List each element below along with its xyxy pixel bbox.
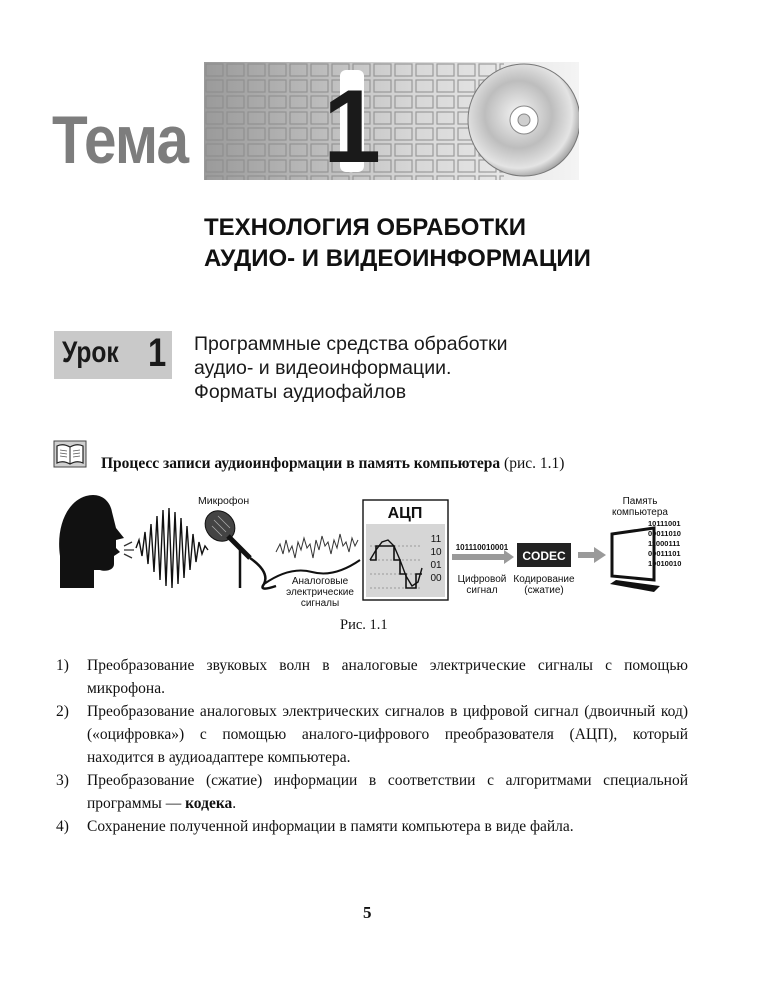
memory-byte: 00011101	[648, 549, 681, 558]
label-digital-2: сигнал	[466, 585, 498, 596]
list-item-number: 2)	[56, 703, 69, 720]
section-heading: Процесс записи аудиоинформации в память компьютера (рис. 1.1)	[101, 455, 565, 472]
memory-byte: 10111001	[648, 519, 681, 528]
figure-audio-recording-process	[50, 488, 710, 613]
list-item: 1) Преобразование звуковых волн в аналоговые электрические сигналы с помощью микрофона.	[56, 654, 688, 700]
adc-level-2: 10	[430, 547, 442, 558]
digital-bits: 101110010001	[455, 543, 509, 552]
list-item: 2) Преобразование аналоговых электрических сигналов в цифровой сигнал (двоичный код) («оцифровка») с помощью аналого-цифрового преобразователя (АЦП), который находится в аудиоадаптере компьютера.	[56, 700, 688, 769]
steps-list	[56, 654, 688, 838]
topic-banner	[204, 62, 579, 180]
memory-byte: 00011010	[648, 529, 681, 538]
codec-label: CODEC	[522, 549, 566, 563]
arrow-icon	[578, 547, 606, 563]
adc-level-4: 00	[430, 573, 442, 584]
label-analog-2: электрические	[286, 587, 354, 598]
disc-icon	[468, 64, 579, 176]
adc-level-3: 01	[430, 560, 442, 571]
label-analog-1: Аналоговые	[291, 576, 349, 587]
list-item-number: 4)	[56, 818, 69, 835]
label-coding-1: Кодирование	[513, 574, 575, 585]
list-item-number: 1)	[56, 657, 69, 674]
label-microphone: Микрофон	[198, 495, 250, 507]
lesson-label: Урок	[62, 336, 119, 369]
speaker-head-icon	[59, 495, 124, 588]
microphone-icon	[199, 505, 276, 589]
term-codec: кодека	[185, 795, 233, 812]
label-memory-1: Память	[622, 496, 658, 507]
list-item: 3) Преобразование (сжатие) информации в соответствии с алгоритмами специальной программы — кодека.	[56, 769, 688, 815]
sound-wave-icon	[136, 508, 208, 588]
adc-converter-box	[363, 500, 448, 600]
label-memory-2: компьютера	[612, 507, 668, 518]
figure-caption: Рис. 1.1	[340, 617, 388, 633]
list-item-number: 3)	[56, 772, 69, 789]
label-digital-1: Цифровой	[457, 574, 507, 585]
topic-number: 1	[323, 69, 381, 180]
memory-byte: 11000111	[648, 539, 681, 548]
lesson-number: 1	[148, 331, 167, 375]
label-coding-2: (сжатие)	[524, 585, 564, 596]
adc-title: АЦП	[387, 505, 423, 522]
arrow-icon	[452, 550, 514, 564]
analog-signal-line	[276, 534, 358, 558]
adc-level-1: 11	[430, 534, 442, 545]
page-number: 5	[363, 903, 372, 922]
label-analog-3: сигналы	[300, 598, 340, 609]
lesson-title: Программные средства обработки аудио- и видеоинформации. Форматы аудиофайлов	[194, 333, 508, 403]
list-item: 4) Сохранение полученной информации в памяти компьютера в виде файла.	[56, 815, 688, 838]
topic-title: ТЕХНОЛОГИЯ ОБРАБОТКИ АУДИО- И ВИДЕОИНФОРМАЦИИ	[204, 214, 591, 272]
topic-label: Тема	[52, 102, 189, 178]
book-icon	[53, 440, 87, 468]
memory-byte: 10010010	[648, 559, 682, 568]
